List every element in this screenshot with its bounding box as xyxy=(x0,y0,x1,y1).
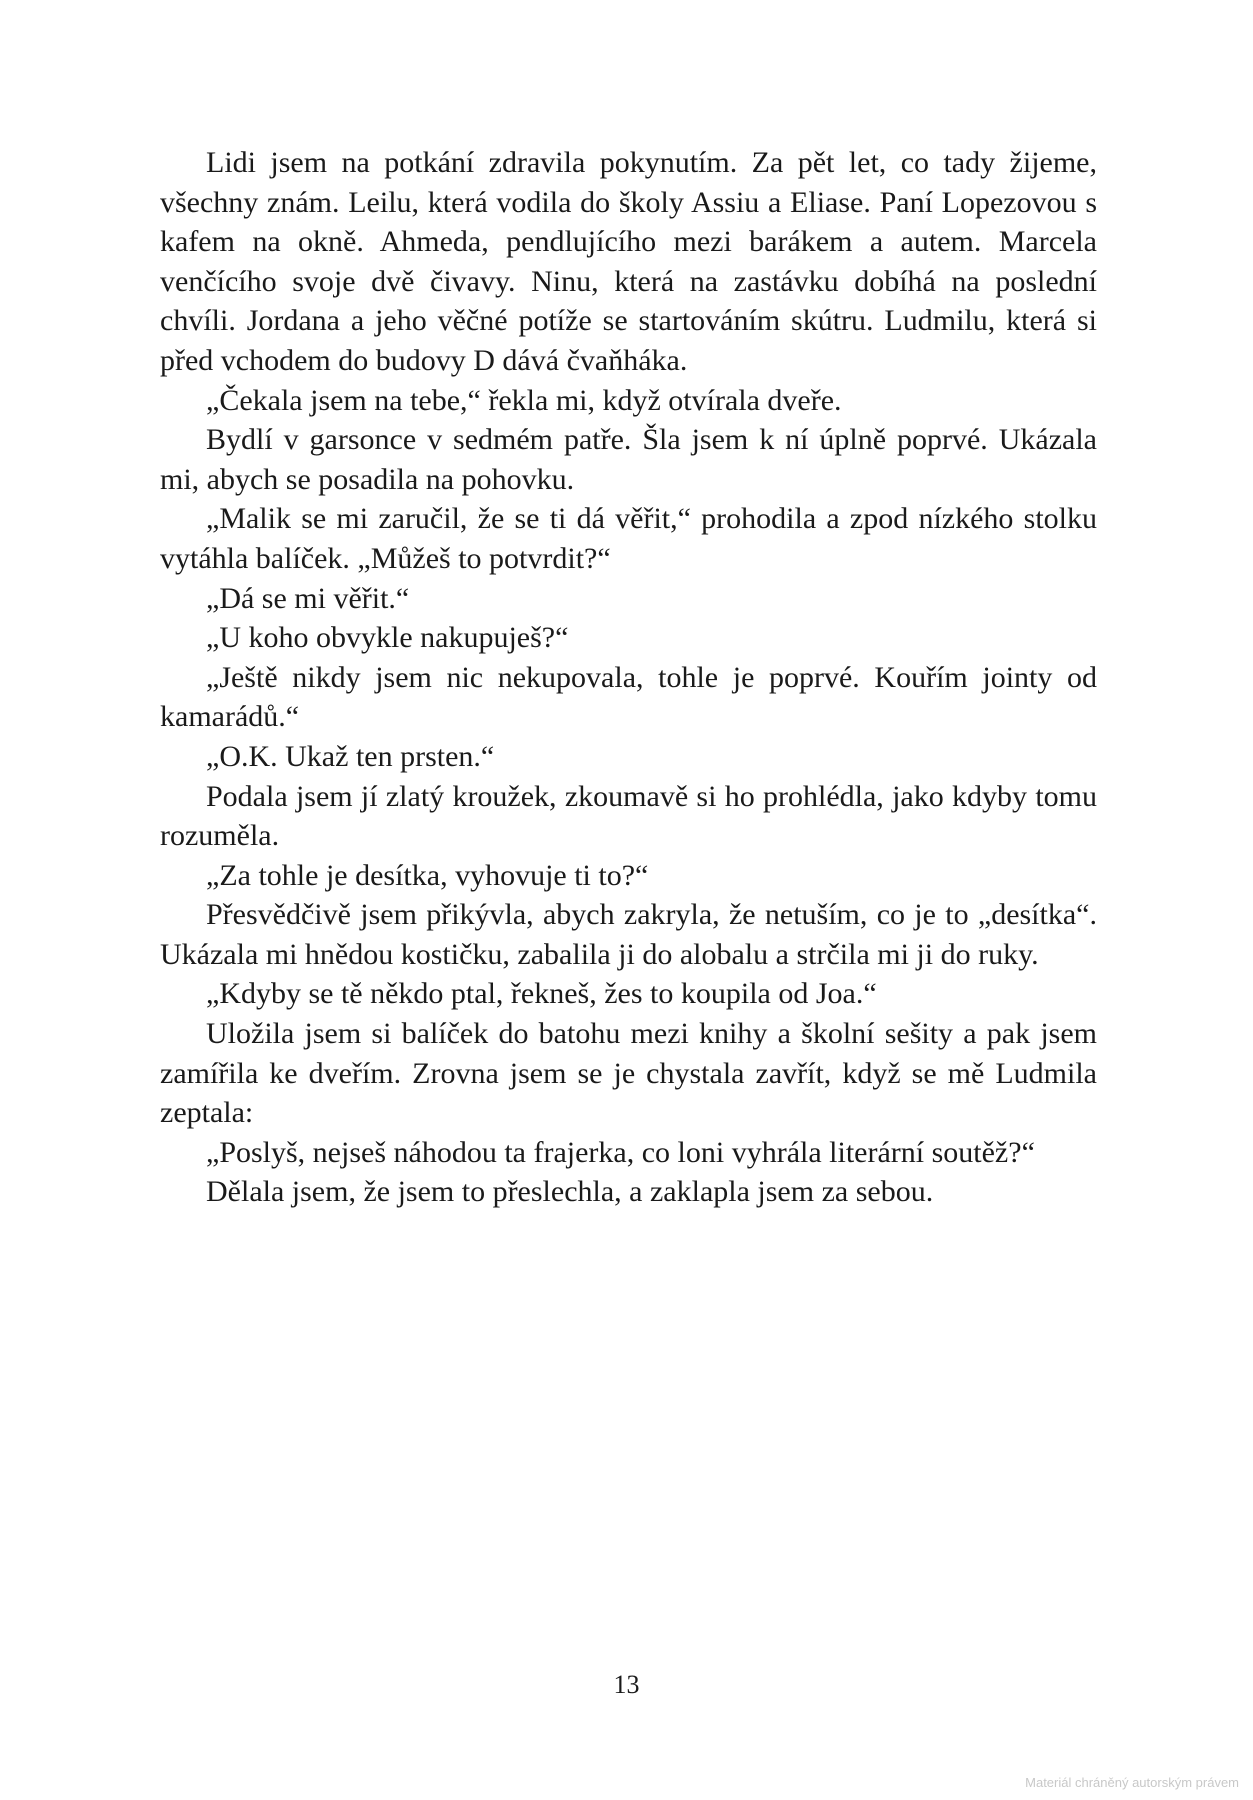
paragraph-15: Dělala jsem, že jsem to přeslechla, a zaklapla jsem za sebou. xyxy=(206,1175,934,1209)
paragraph-4: „Malik se mi zaručil, že se ti dá věřit,“ prohodila a zpod nízkého stolku vytáhla balíček. „Můžeš to potvrdit?“ xyxy=(160,502,1097,575)
paragraph-1: Lidi jsem na potkání zdravila pokynutím. Za pět let, co tady žijeme, všechny znám. Leilu, která vodila do školy Assiu a Eliase. Paní Lopezovou s kafem na okně. Ahmeda, pendlujícího mezi barákem a autem. Marcela venčícího svoje dvě čivavy. Ninu, která na zastávku dobíhá na poslední chvíli. Jordana a jeho věčné potíže se startováním skútru. Ludmilu, která si před vchodem do budovy D dává čvaňháka. xyxy=(160,146,1097,377)
copyright-watermark: Materiál chráněný autorským právem xyxy=(1025,1775,1239,1790)
paragraph-7: „Ještě nikdy jsem nic nekupovala, tohle je poprvé. Kouřím jointy od kamarádů.“ xyxy=(160,660,1097,734)
paragraph-14: „Poslyš, nejseš náhodou ta frajerka, co loni vyhrála literární soutěž?“ xyxy=(206,1135,1035,1169)
paragraph-2: „Čekala jsem na tebe,“ řekla mi, když otvírala dveře. xyxy=(206,383,842,417)
body-text xyxy=(160,143,1097,1212)
paragraph-3: Bydlí v garsonce v sedmém patře. Šla jsem k ní úplně poprvé. Ukázala mi, abych se posadila na pohovku. xyxy=(160,423,1097,496)
paragraph-6: „U koho obvykle nakupuješ?“ xyxy=(206,621,569,655)
paragraph-13: Uložila jsem si balíček do batohu mezi knihy a školní sešity a pak jsem zamířila ke dveřím. Zrovna jsem se je chystala zavřít, když se mě Ludmila zeptala: xyxy=(160,1017,1097,1130)
paragraph-5: „Dá se mi věřit.“ xyxy=(206,581,410,615)
page-number: 13 xyxy=(613,1670,640,1699)
paragraph-9: Podala jsem jí zlatý kroužek, zkoumavě si ho prohlédla, jako kdyby tomu rozuměla. xyxy=(160,779,1097,853)
paragraph-8: „O.K. Ukaž ten prsten.“ xyxy=(206,739,495,773)
paragraph-12: „Kdyby se tě někdo ptal, řekneš, žes to koupila od Joa.“ xyxy=(206,977,877,1011)
paragraph-11: Přesvědčivě jsem přikývla, abych zakryla, že netuším, co je to „desítka“. Ukázala mi hnědou kostičku, zabalila ji do alobalu a strčila mi ji do ruky. xyxy=(160,898,1097,971)
paragraph-10: „Za tohle je desítka, vyhovuje ti to?“ xyxy=(206,858,649,892)
